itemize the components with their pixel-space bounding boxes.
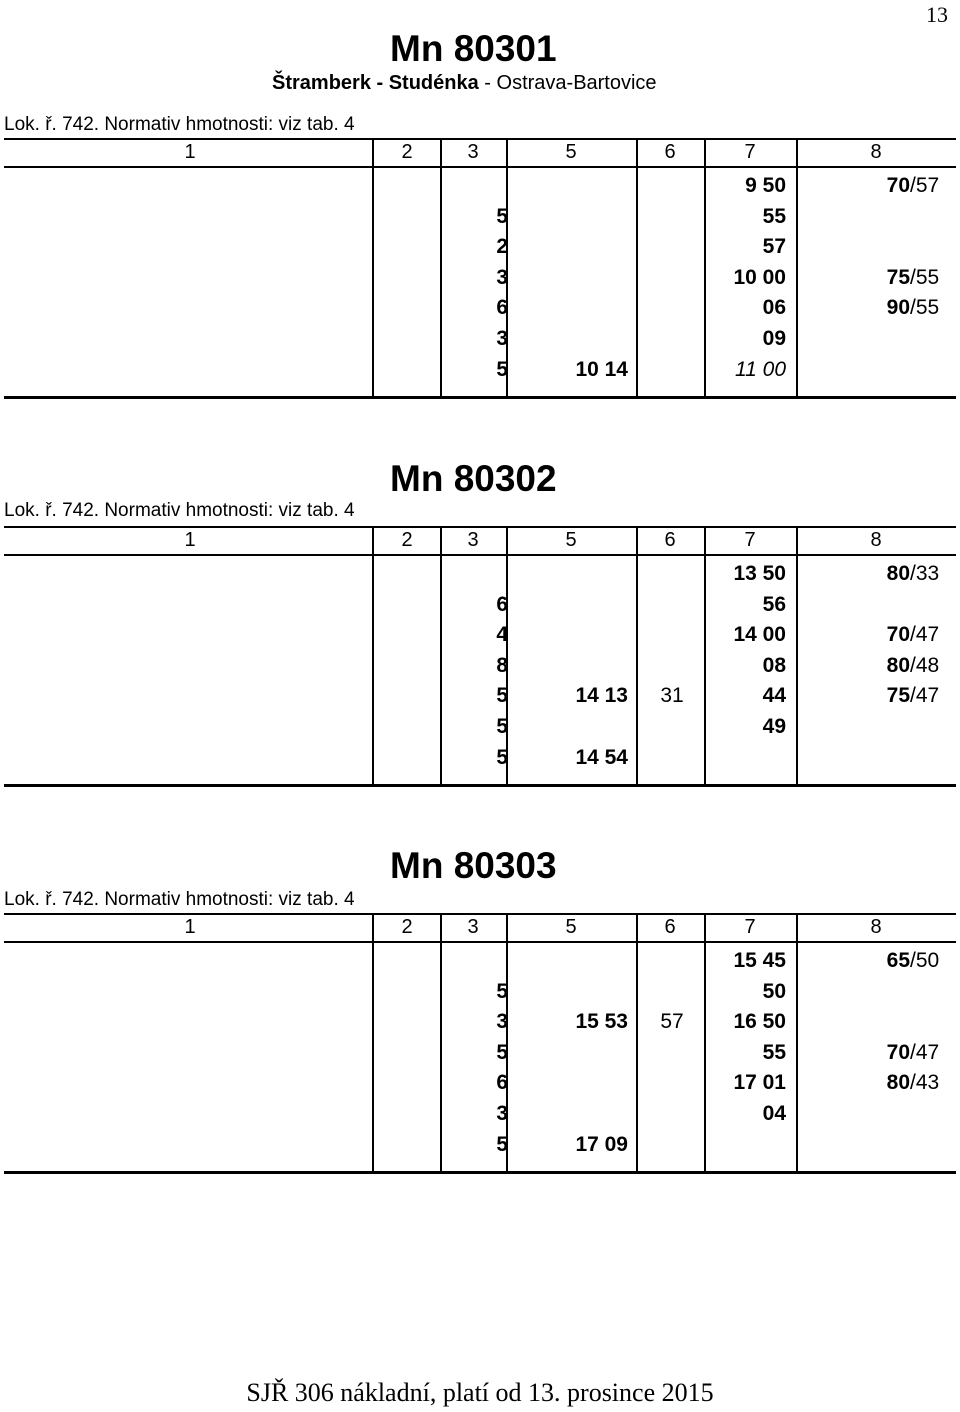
column-header: 1: [184, 529, 196, 551]
table-row: [0, 562, 960, 592]
table-row: [0, 593, 960, 623]
speed-main: 70: [886, 623, 910, 647]
train-title: Mn 80303: [390, 845, 557, 886]
distance-cell: 5: [496, 715, 508, 738]
distance-cell: 3: [496, 265, 508, 289]
distance-cell: 3: [496, 327, 508, 350]
departure-cell: 16 50: [733, 1010, 786, 1034]
train-title: Mn 80301: [390, 28, 557, 69]
table-top-rule: [4, 913, 956, 915]
speed-sub: /33: [910, 562, 940, 585]
column-header: 8: [870, 529, 882, 551]
stop-cell: 57: [660, 1010, 684, 1034]
departure-cell: 50: [762, 979, 786, 1003]
column-header: 2: [401, 529, 413, 551]
table-row: [0, 949, 960, 979]
arrival-cell: 14 13: [575, 684, 628, 708]
table-row: [0, 327, 960, 357]
table-row: [0, 1071, 960, 1101]
route-line: [272, 72, 657, 95]
arrival-cell: 14 54: [575, 745, 628, 769]
table-bottom-rule: [4, 1171, 956, 1174]
table-top-rule: [4, 138, 956, 140]
distance-cell: 6: [496, 296, 508, 320]
column-header: 3: [467, 916, 479, 938]
speed-main: 65: [886, 949, 910, 972]
speed-sub: /43: [910, 1071, 940, 1095]
table-bottom-rule: [4, 784, 956, 787]
distance-cell: 4: [496, 623, 508, 647]
column-header: 5: [565, 529, 577, 551]
column-header: 7: [744, 916, 756, 938]
distance-cell: 5: [496, 684, 508, 708]
column-header: 6: [664, 916, 676, 938]
speed-sub: /55: [910, 265, 940, 289]
column-header: 6: [664, 141, 676, 163]
speed-main: 70: [886, 1040, 910, 1064]
table-header-rule: [4, 941, 956, 943]
column-header: 5: [565, 916, 577, 938]
distance-cell: 5: [496, 1132, 508, 1156]
route-bold: Štramberk - Studénka: [272, 72, 479, 94]
distance-cell: 5: [496, 979, 508, 1003]
speed-cell: [798, 296, 940, 320]
lok-note: Lok. ř. 742. Normativ hmotnosti: viz tab. 4: [4, 889, 355, 910]
speed-cell: [798, 949, 940, 973]
speed-sub: /57: [910, 174, 940, 197]
column-header: 3: [467, 529, 479, 551]
table-row: [0, 746, 960, 776]
speed-sub: /47: [910, 684, 940, 708]
speed-cell: [798, 653, 940, 678]
speed-main: 80: [886, 653, 910, 677]
train-title: Mn 80302: [390, 458, 557, 499]
column-header: 1: [184, 916, 196, 938]
departure-cell: 14 00: [733, 623, 786, 647]
distance-cell: 5: [496, 1040, 508, 1064]
column-header: 2: [401, 141, 413, 163]
distance-cell: 2: [496, 235, 508, 259]
distance-cell: 5: [496, 745, 508, 769]
speed-sub: /47: [910, 1040, 940, 1064]
departure-cell: 10 00: [733, 265, 786, 289]
speed-main: 75: [886, 684, 910, 708]
distance-cell: 8: [496, 653, 508, 677]
column-header: 6: [664, 529, 676, 551]
arrival-cell: 17 09: [575, 1132, 628, 1156]
stop-cell: 31: [660, 684, 684, 708]
table-row: [0, 980, 960, 1010]
column-header: 3: [467, 141, 479, 163]
page-number: 13: [926, 2, 948, 27]
table-row: [0, 1041, 960, 1071]
column-header: 7: [744, 529, 756, 551]
table-row: [0, 1133, 960, 1163]
table-row: [0, 235, 960, 265]
departure-cell: 15 45: [733, 949, 786, 972]
speed-cell: [798, 562, 940, 586]
column-header: 1: [184, 141, 196, 163]
table-row: [0, 1010, 960, 1040]
distance-cell: 5: [496, 204, 508, 228]
table-row: [0, 654, 960, 684]
departure-cell: 13 50: [733, 562, 786, 585]
departure-cell: 55: [762, 1040, 786, 1064]
speed-sub: /55: [910, 296, 940, 320]
table-row: [0, 174, 960, 204]
departure-cell: 55: [762, 204, 786, 228]
page-footer: SJŘ 306 nákladní, platí od 13. prosince 2015: [246, 1378, 714, 1407]
table-row: [0, 715, 960, 745]
departure-cell: 9 50: [745, 174, 786, 197]
distance-cell: 6: [496, 592, 508, 616]
distance-cell: 6: [496, 1071, 508, 1095]
table-row: [0, 684, 960, 714]
departure-cell: 44: [762, 684, 786, 708]
speed-main: 80: [886, 562, 910, 585]
speed-sub: /48: [910, 653, 940, 677]
table-row: [0, 266, 960, 296]
departure-cell: 09: [762, 327, 786, 350]
departure-cell: 04: [762, 1102, 786, 1125]
speed-main: 80: [886, 1071, 910, 1095]
speed-main: 75: [886, 265, 910, 289]
speed-cell: [798, 684, 940, 708]
arrival-cell: 10 14: [575, 357, 628, 381]
route-rest: - Ostrava-Bartovice: [478, 72, 657, 94]
table-top-rule: [4, 526, 956, 528]
speed-main: 70: [886, 174, 910, 197]
table-row: [0, 296, 960, 326]
speed-cell: [798, 174, 940, 198]
speed-main: 90: [886, 296, 910, 320]
speed-sub: /50: [910, 949, 940, 972]
column-header: 8: [870, 141, 882, 163]
departure-cell: 49: [762, 715, 786, 738]
table-row: [0, 358, 960, 388]
speed-cell: [798, 1040, 940, 1065]
departure-cell: 57: [762, 235, 786, 259]
column-header: 8: [870, 916, 882, 938]
arrival-cell: 15 53: [575, 1010, 628, 1034]
distance-cell: 3: [496, 1010, 508, 1034]
speed-cell: [798, 623, 940, 647]
departure-cell: 56: [762, 592, 786, 616]
lok-note: Lok. ř. 742. Normativ hmotnosti: viz tab. 4: [4, 500, 355, 521]
departure-cell: 17 01: [733, 1071, 786, 1095]
departure-cell: 08: [762, 653, 786, 677]
table-header-rule: [4, 166, 956, 168]
departure-cell: 11 00: [735, 357, 786, 381]
speed-cell: [798, 1071, 940, 1095]
table-row: [0, 205, 960, 235]
speed-cell: [798, 265, 940, 290]
table-row: [0, 623, 960, 653]
lok-note: Lok. ř. 742. Normativ hmotnosti: viz tab. 4: [4, 114, 355, 135]
distance-cell: 3: [496, 1102, 508, 1125]
column-header: 7: [744, 141, 756, 163]
table-header-rule: [4, 554, 956, 556]
column-header: 2: [401, 916, 413, 938]
distance-cell: 5: [496, 357, 508, 381]
table-row: [0, 1102, 960, 1132]
column-header: 5: [565, 141, 577, 163]
table-bottom-rule: [4, 396, 956, 399]
speed-sub: /47: [910, 623, 940, 647]
departure-cell: 06: [762, 296, 786, 320]
